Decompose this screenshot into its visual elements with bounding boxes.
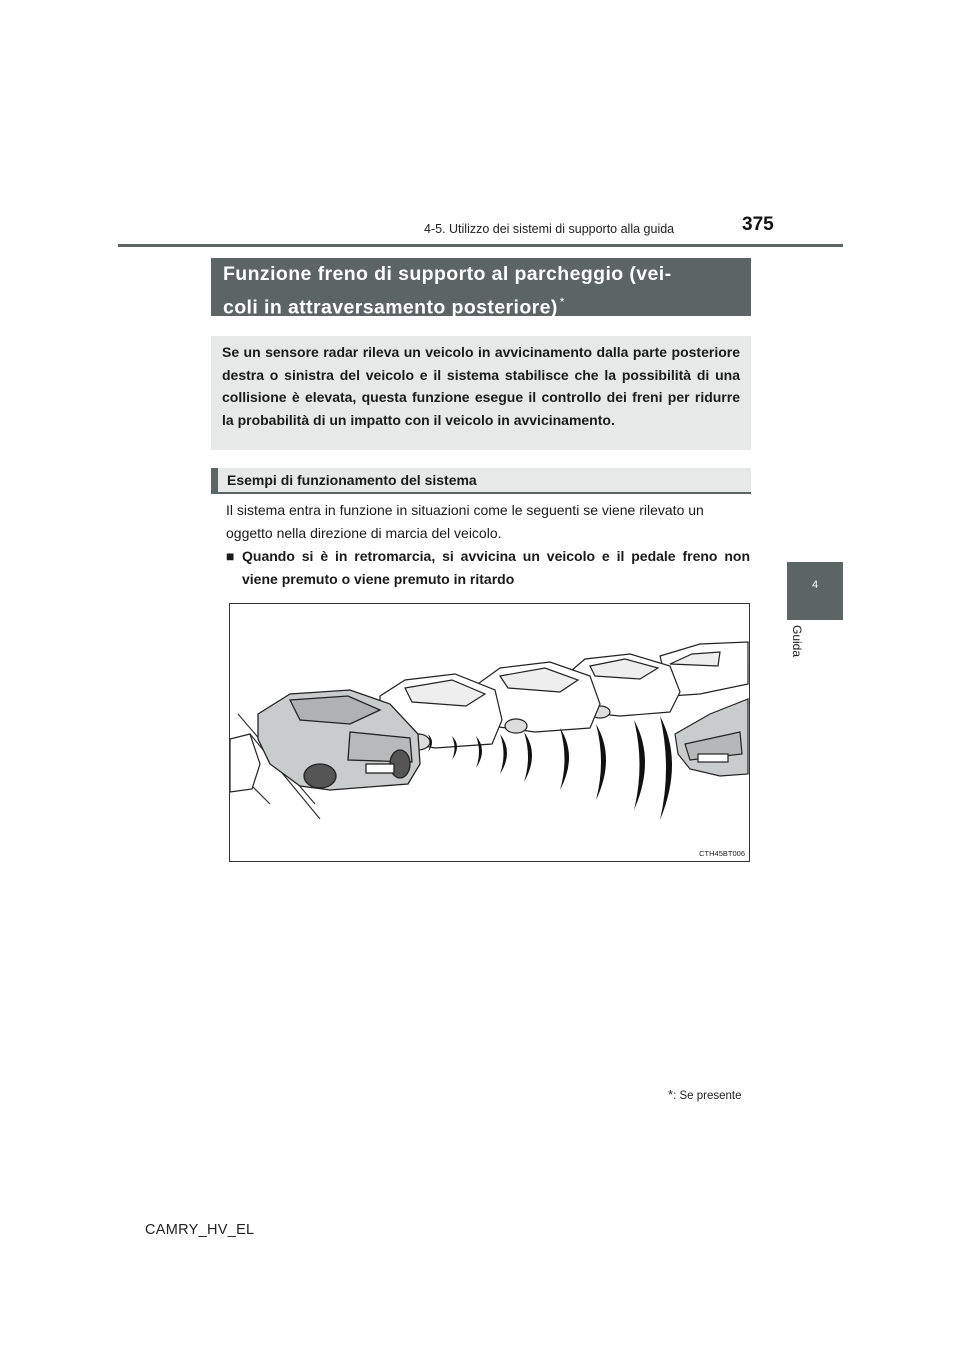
page-number: 375 [742,214,774,235]
figure-code: CTH45BT006 [699,849,745,858]
asterisk-icon: * [559,295,565,309]
approaching-car [675,699,748,776]
footnote-text: : Se presente [673,1090,742,1102]
section-title [211,258,751,319]
chapter-label: Guida [790,625,804,658]
parked-car-left-edge [230,734,260,792]
body-paragraph: Il sistema entra in funzione in situazioni come le seguenti se viene rilevato un oggetto nella direzione di marcia del veicolo. [226,502,704,541]
chapter-number: 4 [811,579,819,591]
parking-radar-illustration [230,604,749,861]
section-title-line-2: coli in attraversamento posteriore) [223,296,558,319]
footnote [668,1087,741,1102]
asterisk-icon: * [668,1087,674,1102]
illustration-figure [229,603,750,862]
square-bullet-icon: ■ [226,548,235,564]
bullet-item [226,545,750,591]
subsection-heading: Esempi di funzionamento del sistema [211,468,751,494]
section-title-line-1: Funzione freno di supporto al parcheggio (vei- [223,263,672,285]
bullet-text: Quando si è in retromarcia, si avvicina un veicolo e il pedale freno non viene premuto o viene premuto in ritardo [242,548,750,587]
document-id: CAMRY_HV_EL [145,1222,255,1238]
intro-summary: Se un sensore radar rileva un veicolo in avvicinamento dalla parte posteriore destra o sinistra del veicolo e il sistema stabilisce che la possibilità di una collisione è elevata, questa funzione esegue il controllo dei freni per ridurre la probabilità di un impatto con il veicolo in avvicinamento. [211,336,751,450]
chapter-tab [787,562,843,620]
header-section-title: 4-5. Utilizzo dei sistemi di supporto alla guida [424,222,675,236]
header-divider [118,244,843,247]
